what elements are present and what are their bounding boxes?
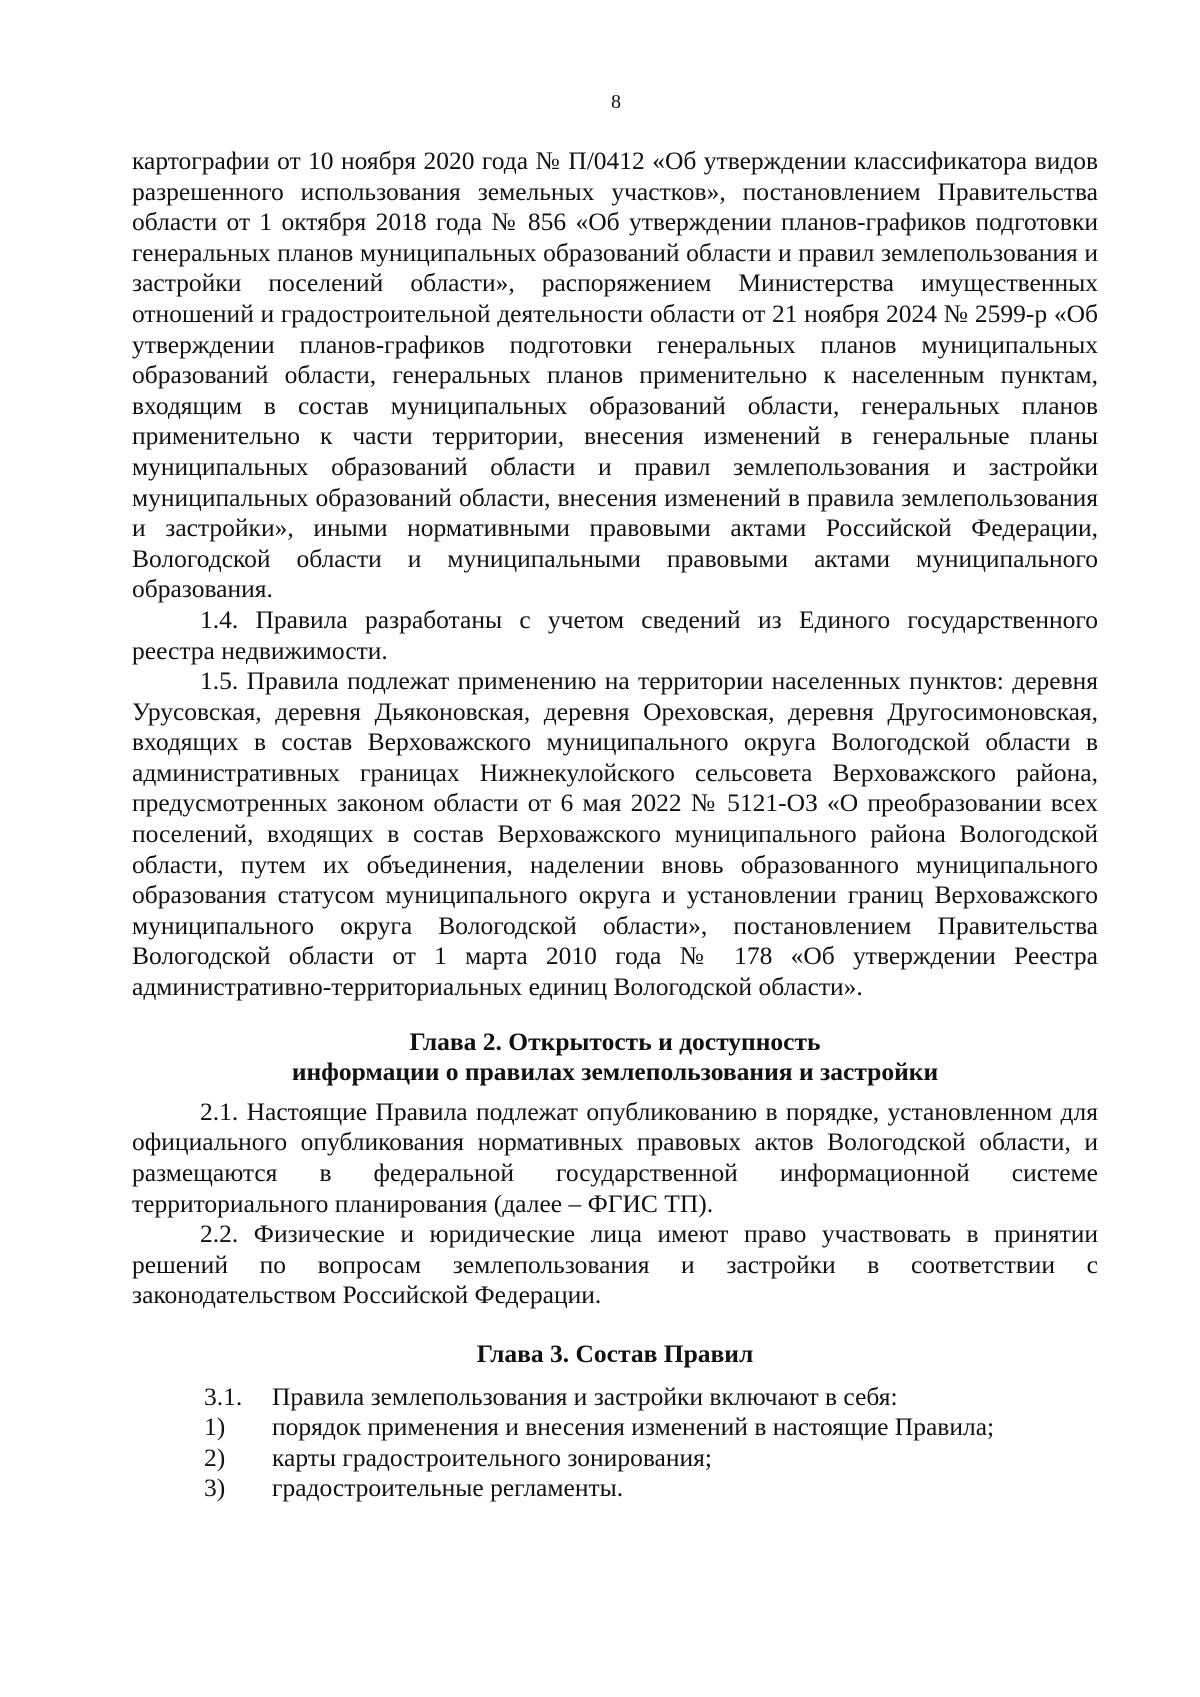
list-item-text: Правила землепользования и застройки включают в себя:	[272, 1381, 898, 1411]
list-item-text: порядок применения и внесения изменений в настоящие Правила;	[272, 1412, 995, 1442]
list-item-number: 1)	[204, 1412, 226, 1442]
chapter-3-heading: Глава 3. Состав Правил	[476, 1338, 754, 1368]
chapter-2-title-line-2: информации о правилах землепользования и застройки	[291, 1057, 939, 1087]
list-item	[132, 1443, 1098, 1474]
paragraph-intro: картографии от 10 ноября 2020 года № П/0412 «Об утверждении классификатора видов разрешенного использования земельных участков», постановлением Правительства области от 1 октября 2018 года № 856 «Об утверждении планов-графиков подготовки генеральных планов муниципальных образований области и правил землепользования и застройки поселений области», распоряжением Министерства имущественных отношений и градостроительной деятельности области от 21 ноября 2024 № 2599-р «Об утверждении планов-графиков подготовки генеральных планов муниципальных образований области, генеральных планов применительно к населенным пунктам, входящим в состав муниципальных образований области, генеральных планов применительно к части территории, внесения изменений в генеральные планы муниципальных образований области и правил землепользования и застройки муниципальных образований области, внесения изменений в правила землепользования и застройки», иными нормативными правовыми актами Российской Федерации, Вологодской области и муниципальными правовыми актами муниципального образования.	[132, 146, 1098, 604]
chapter-2-heading	[132, 1027, 1098, 1088]
list-item-text: карты градостроительного зонирования;	[272, 1442, 712, 1472]
paragraph-2-1: 2.1. Настоящие Правила подлежат опубликованию в порядке, установленном для официального опубликования нормативных правовых актов Вологодской области, и размещаются в федеральной государственной информационной системе территориального планирования (далее – ФГИС ТП).	[132, 1096, 1098, 1218]
paragraph-2-2: 2.2. Физические и юридические лица имеют право участвовать в принятии решений по вопросам землепользования и застройки в соответствии с законодательством Российской Федерации.	[132, 1219, 1098, 1310]
list-item-text: градостроительные регламенты.	[272, 1473, 624, 1503]
list-item	[132, 1473, 1098, 1504]
list-item-number: 3.1.	[204, 1381, 243, 1411]
chapter-3-list	[132, 1382, 1098, 1504]
page-number: 8	[611, 91, 621, 113]
paragraph-1-4: 1.4. Правила разработаны с учетом сведений из Единого государственного реестра недвижимости.	[132, 604, 1098, 665]
chapter-2-title-line-1: Глава 2. Открытость и доступность	[409, 1026, 821, 1056]
list-item-number: 3)	[204, 1473, 226, 1503]
list-item	[132, 1382, 1098, 1413]
paragraph-1-5: 1.5. Правила подлежат применению на территории населенных пунктов: деревня Урусовская, деревня Дьяконовская, деревня Ореховская, деревня Другосимоновская, входящих в состав Верховажского муниципального округа Вологодской области в административных границах Нижнекулойского сельсовета Верховажского района, предусмотренных законом области от 6 мая 2022 № 5121-ОЗ «О преобразовании всех поселений, входящих в состав Верховажского муниципального района Вологодской области, путем их объединения, наделении вновь образованного муниципального образования статусом муниципального округа и установлении границ Верховажского муниципального округа Вологодской области», постановлением Правительства Вологодской области от 1 марта 2010 года № 178 «Об утверждении Реестра административно-территориальных единиц Вологодской области».	[132, 666, 1098, 1002]
list-item-number: 2)	[204, 1442, 226, 1472]
list-item	[132, 1412, 1098, 1443]
document-body	[132, 146, 1098, 1504]
